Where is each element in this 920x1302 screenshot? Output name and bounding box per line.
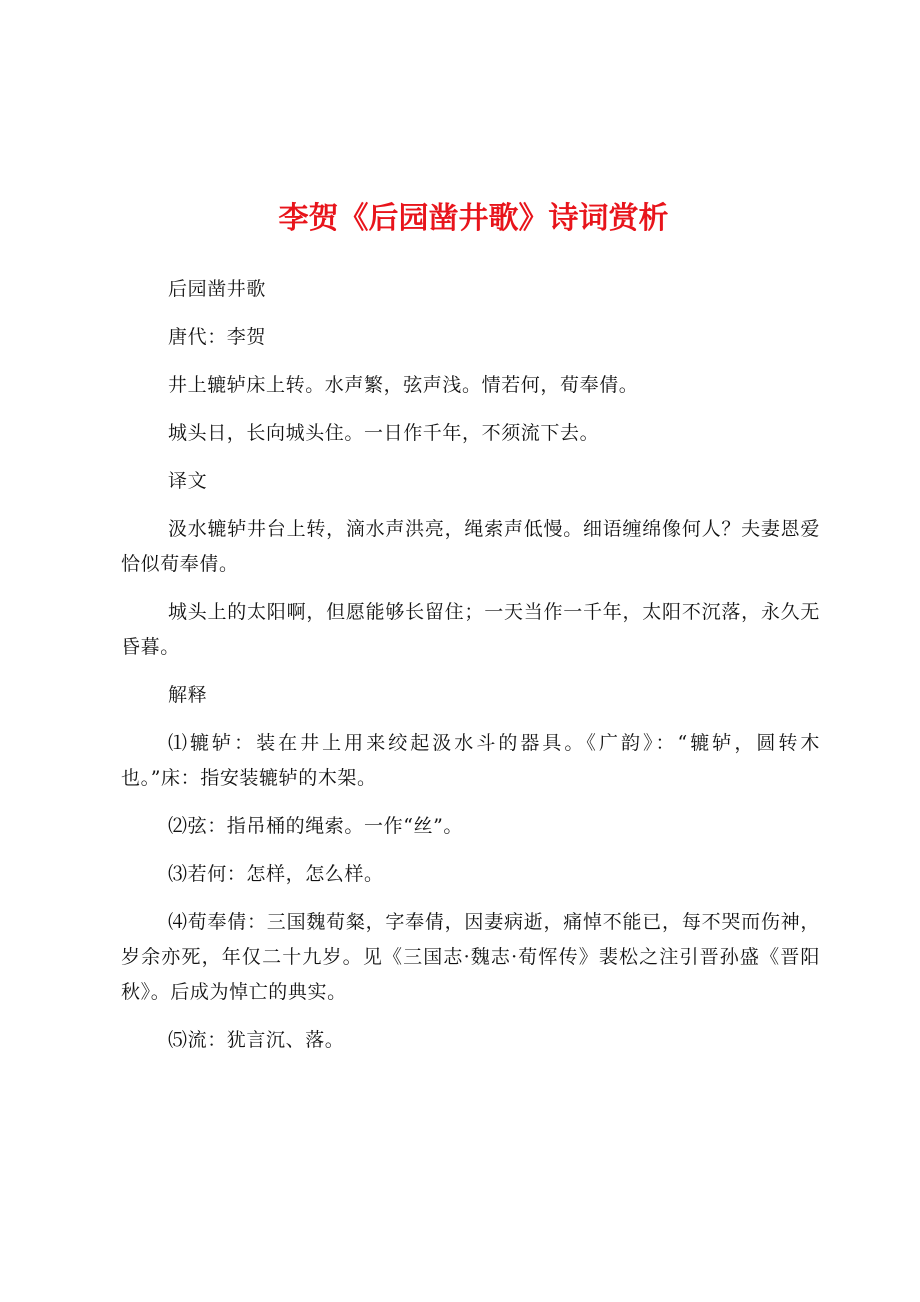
note-item: ⑵弦：指吊桶的绳索。一作“丝”。 [168, 815, 464, 837]
poem-line: 井上辘轳床上转。水声繁，弦声浅。情若何，荀奉倩。 [168, 374, 639, 396]
section-heading-notes: 解释 [168, 684, 208, 706]
section-heading-translation: 译文 [168, 470, 208, 492]
poem-author: 唐代：李贺 [168, 326, 267, 348]
document-title: 李贺《后园凿井歌》诗词赏析 [278, 201, 669, 236]
document-body [121, 272, 820, 1058]
note-item: ⑴辘轳：装在井上用来绞起汲水斗的器具。《广韵》：“辘轳，圆转木也。”床：指安装辘轳的木架。 [121, 732, 820, 789]
poem-line: 城头日，长向城头住。一日作千年，不须流下去。 [168, 422, 600, 444]
note-item: ⑸流：犹言沉、落。 [168, 1029, 345, 1051]
translation-paragraph: 汲水辘轳井台上转，滴水声洪亮，绳索声低慢。细语缠绵像何人？夫妻恩爱恰似荀奉倩。 [121, 518, 820, 575]
note-item: ⑶若何：怎样，怎么样。 [168, 863, 384, 885]
translation-paragraph: 城头上的太阳啊，但愿能够长留住；一天当作一千年，太阳不沉落，永久无昏暮。 [121, 601, 820, 658]
note-item: ⑷荀奉倩：三国魏荀粲，字奉倩，因妻病逝，痛悼不能已，每不哭而伤神，岁余亦死，年仅二十九岁。见《三国志·魏志·荀恽传》裴松之注引晋孙盛《晋阳秋》。后成为悼亡的典实。 [121, 911, 820, 1003]
poem-title: 后园凿井歌 [168, 278, 267, 300]
